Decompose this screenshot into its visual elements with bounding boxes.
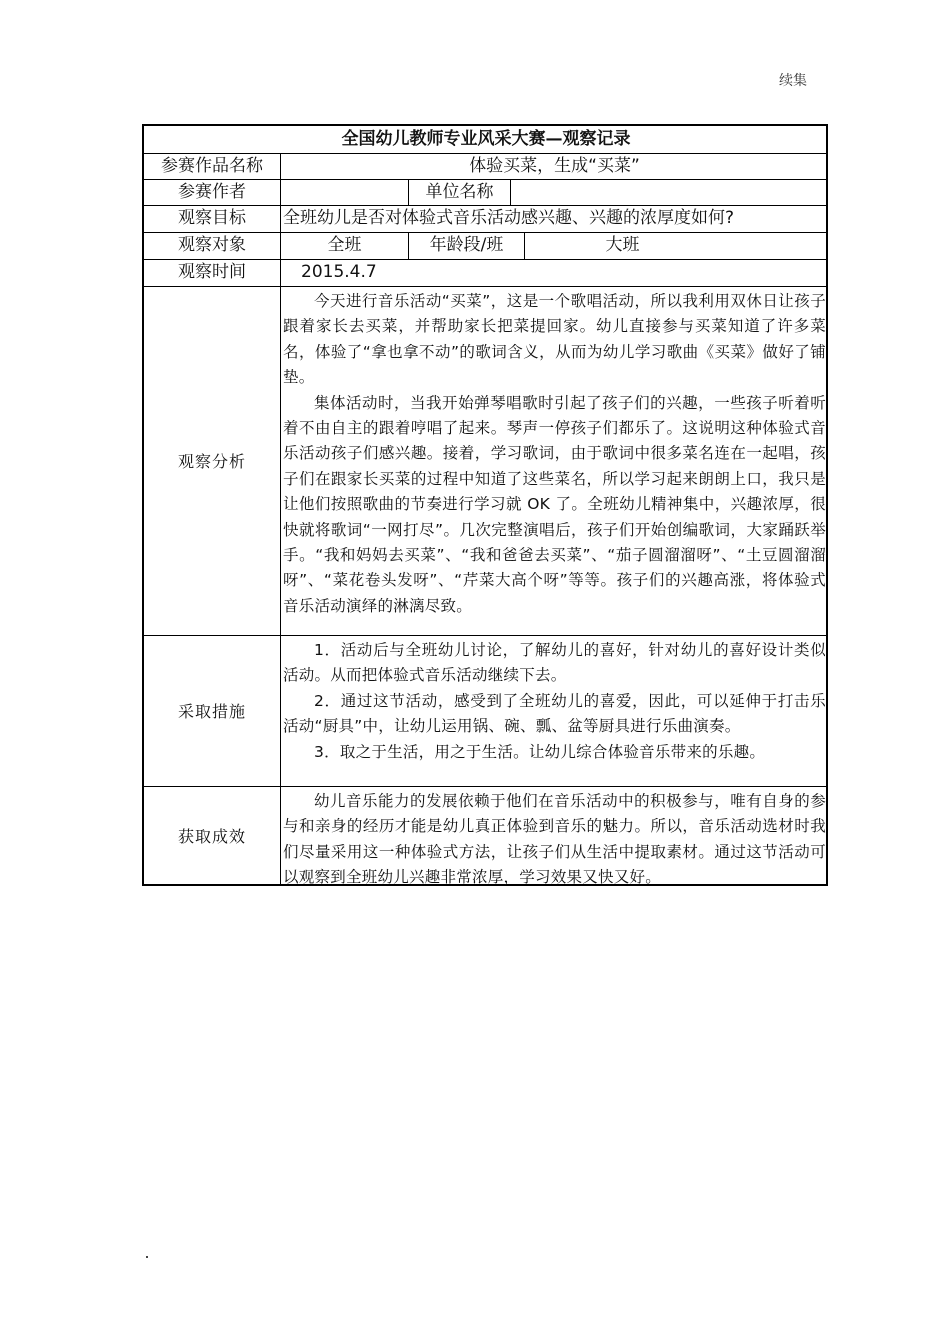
footer-mark xyxy=(146,1256,148,1258)
analysis-paragraph: 集体活动时，当我开始弹琴唱歌时引起了孩子们的兴趣，一些孩子听着听着不由自主的跟着哼唱了起来。琴声一停孩子们都乐了。这说明这种体验式音乐活动孩子们感兴趣。接着，学习歌词，由于歌词中很多菜名连在一起唱，孩子们在跟家长买菜的过程中知道了这些菜名，所以学习起来朗朗上口，我只是让他们按照歌曲的节奏进行学习就 OK 了。全班幼儿精神集中，兴趣浓厚，很快就将歌词“一网打尽”。几次完整演唱后，孩子们开始创编歌词，大家踊跃举手。“我和妈妈去买菜”、“我和爸爸去买菜”、“茄子圆溜溜呀”、“土豆圆溜溜呀”、“菜花卷头发呀”、“芹菜大高个呀”等等。孩子们的兴趣高涨，将体验式音乐活动演绎的淋漓尽致。 xyxy=(283,393,826,615)
author-label: 参赛作者 xyxy=(178,182,246,202)
author-row xyxy=(144,179,828,205)
observation-record-table xyxy=(142,124,828,886)
subject-value: 全班 xyxy=(280,233,408,259)
title-row xyxy=(144,126,828,153)
record-title: 全国幼儿教师专业风采大赛—观察记录 xyxy=(341,129,631,149)
results-row xyxy=(144,786,828,886)
measures-item: 3．取之于生活，用之于生活。让幼儿综合体验音乐带来的乐趣。 xyxy=(314,742,766,761)
age-group-value: 大班 xyxy=(524,233,720,259)
time-row xyxy=(144,259,828,286)
unit-name-label: 单位名称 xyxy=(408,180,510,205)
subject-row xyxy=(144,232,828,259)
results-text xyxy=(280,787,828,886)
results-label: 获取成效 xyxy=(177,827,246,846)
goal-label: 观察目标 xyxy=(178,208,246,228)
analysis-label: 观察分析 xyxy=(177,451,246,471)
measures-item: 2．通过这节活动，感受到了全班幼儿的喜爱，因此，可以延伸于打击乐活动“厨具”中，让幼儿运用锅、碗、瓢、盆等厨具进行乐曲演奏。 xyxy=(283,691,826,736)
results-paragraph: 幼儿音乐能力的发展依赖于他们在音乐活动中的积极参与，唯有自身的参与和亲身的经历才能是幼儿真正体验到音乐的魅力。所以，音乐活动选材时我们尽量采用这一种体验式方法，让孩子们从生活中提取素材。通过这节活动可以观察到全班幼儿兴趣非常浓厚，学习效果又快又好。 xyxy=(283,792,826,886)
author-value xyxy=(280,180,408,205)
measures-label: 采取措施 xyxy=(177,701,246,721)
subject-label: 观察对象 xyxy=(178,235,246,255)
measures-row xyxy=(144,635,828,786)
time-label: 观察时间 xyxy=(178,262,246,282)
time-value: 2015.4.7 xyxy=(280,260,828,286)
work-name-label: 参赛作品名称 xyxy=(161,156,263,176)
analysis-text xyxy=(280,287,828,635)
age-group-label: 年龄段/班 xyxy=(408,233,524,259)
measures-item: 1．活动后与全班幼儿讨论，了解幼儿的喜好，针对幼儿的喜好设计类似活动。从而把体验式音乐活动继续下去。 xyxy=(283,641,826,685)
work-name-row xyxy=(144,153,828,179)
goal-value: 全班幼儿是否对体验式音乐活动感兴趣、兴趣的浓厚度如何? xyxy=(280,206,828,232)
work-name-value: 体验买菜，生成“买菜” xyxy=(280,154,828,179)
analysis-paragraph: 今天进行音乐活动“买菜”，这是一个歌唱活动，所以我利用双休日让孩子跟着家长去买菜，并帮助家长把菜提回家。幼儿直接参与买菜知道了许多菜名，体验了“拿也拿不动”的歌词含义，从而为幼儿学习歌曲《买菜》做好了铺垫。 xyxy=(283,292,826,387)
goal-row xyxy=(144,205,828,232)
analysis-row xyxy=(144,286,828,635)
header-note: 续集 xyxy=(779,73,807,89)
measures-text xyxy=(280,636,828,786)
unit-name-value xyxy=(510,180,828,205)
